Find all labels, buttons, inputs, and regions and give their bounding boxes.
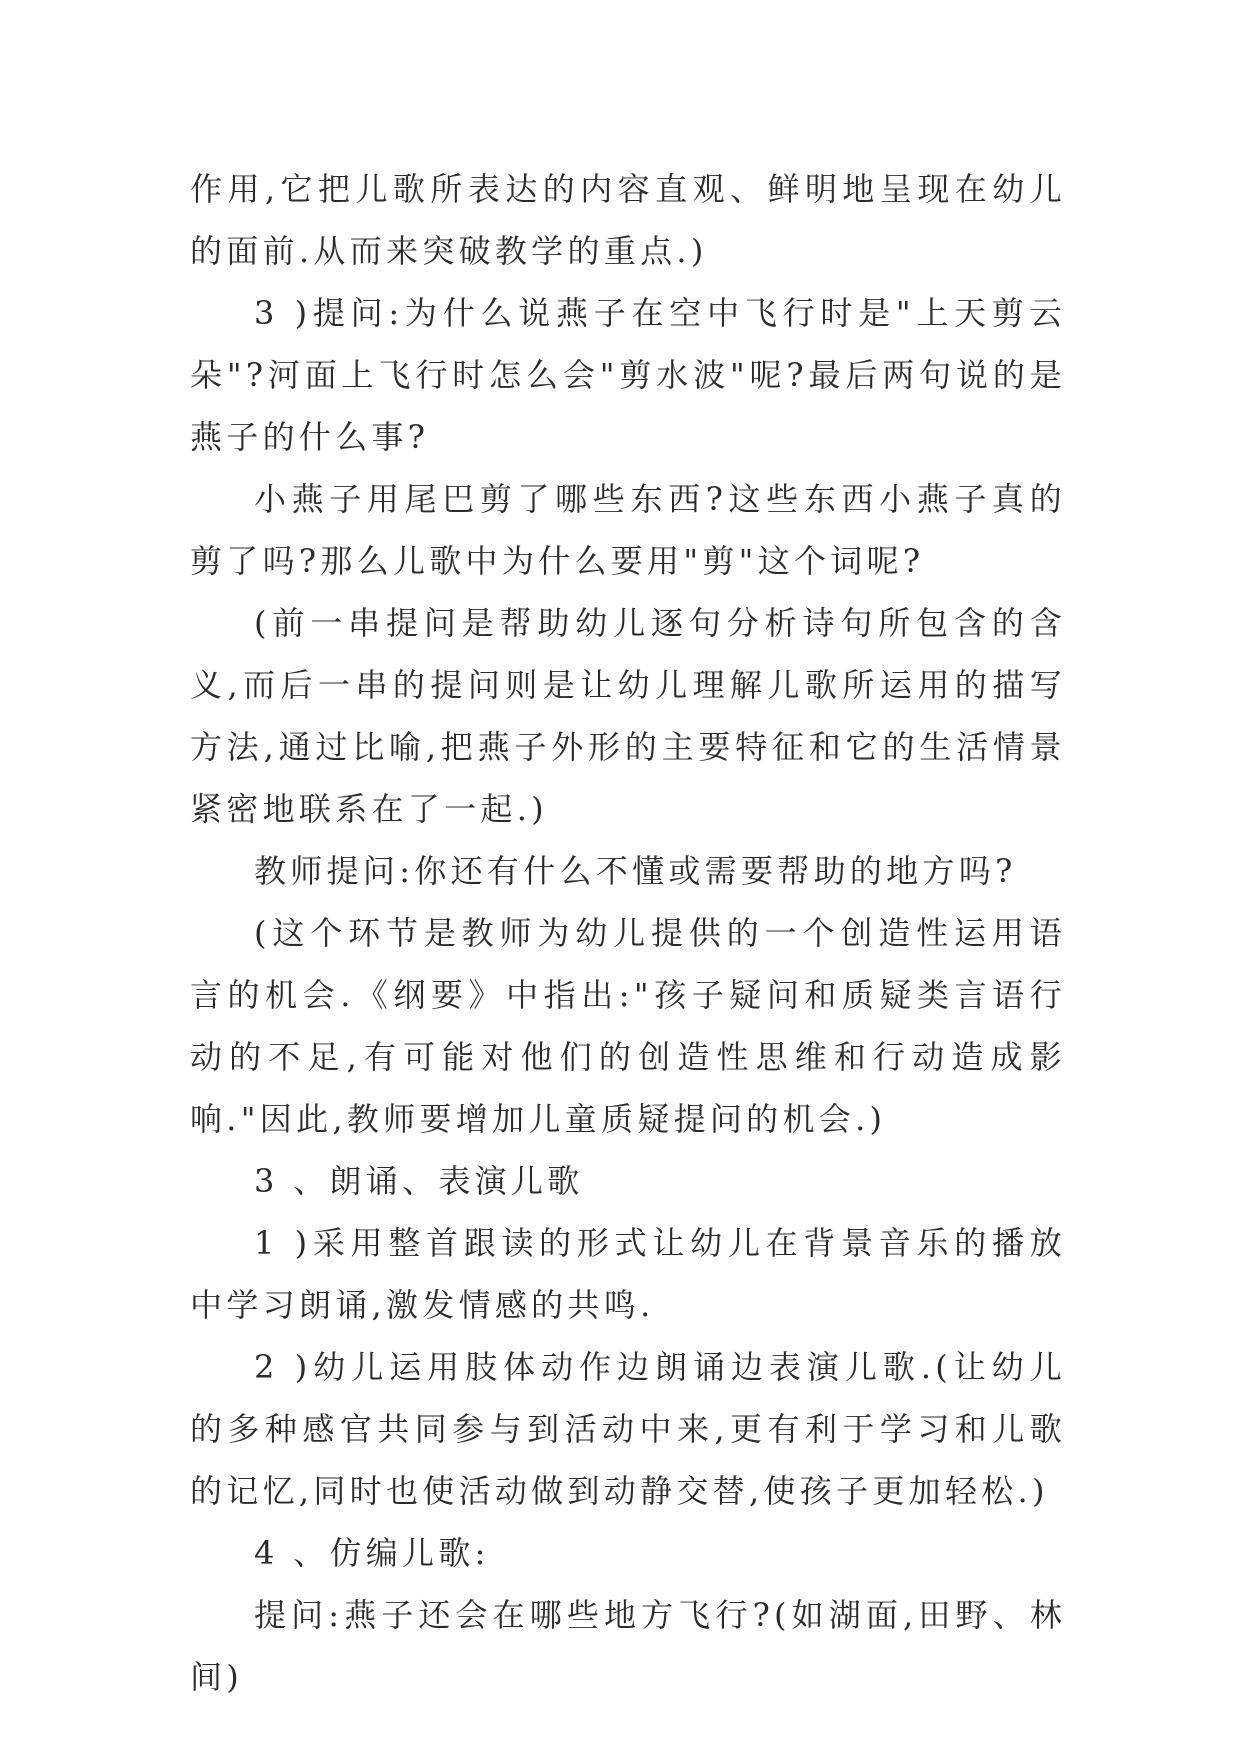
paragraph-step-2: 2 )幼儿运用肢体动作边朗诵边表演儿歌.(让幼儿的多种感官共同参与到活动中来,更有利于学习和儿歌的记忆,同时也使活动做到动静交替,使孩子更加轻松.) bbox=[190, 1348, 1066, 1510]
paragraph-final-question: 提问:燕子还会在哪些地方飞行?(如湖面,田野、林间) bbox=[190, 1596, 1066, 1696]
paragraph-continuation: 作用,它把儿歌所表达的内容直观、鲜明地呈现在幼儿的面前.从而来突破教学的重点.) bbox=[190, 170, 1066, 270]
paragraph-question-note: (前一串提问是帮助幼儿逐句分析诗句所包含的含义,而后一串的提问则是让幼儿理解儿歌所运用的描写方法,通过比喻,把燕子外形的主要特征和它的生活情景紧密地联系在了一起.) bbox=[190, 604, 1066, 828]
section-heading-imitate: 4 、仿编儿歌: bbox=[254, 1534, 490, 1572]
document-body bbox=[190, 158, 1066, 1708]
paragraph-question-3: 3 )提问:为什么说燕子在空中飞行时是"上天剪云朵"?河面上飞行时怎么会"剪水波"呢?最后两句说的是燕子的什么事? bbox=[190, 294, 1066, 456]
paragraph-teacher-question: 教师提问:你还有什么不懂或需要帮助的地方吗? bbox=[254, 852, 1017, 890]
section-heading-recite: 3 、朗诵、表演儿歌 bbox=[254, 1162, 584, 1200]
paragraph-guideline-note: (这个环节是教师为幼儿提供的一个创造性运用语言的机会.《纲要》中指出:"孩子疑问和质疑类言语行动的不足,有可能对他们的创造性思维和行动造成影响."因此,教师要增加儿童质疑提问的机会.) bbox=[190, 914, 1066, 1138]
paragraph-swallow-questions: 小燕子用尾巴剪了哪些东西?这些东西小燕子真的剪了吗?那么儿歌中为什么要用"剪"这个词呢? bbox=[190, 480, 1066, 580]
paragraph-step-1: 1 )采用整首跟读的形式让幼儿在背景音乐的播放中学习朗诵,激发情感的共鸣. bbox=[190, 1224, 1066, 1324]
